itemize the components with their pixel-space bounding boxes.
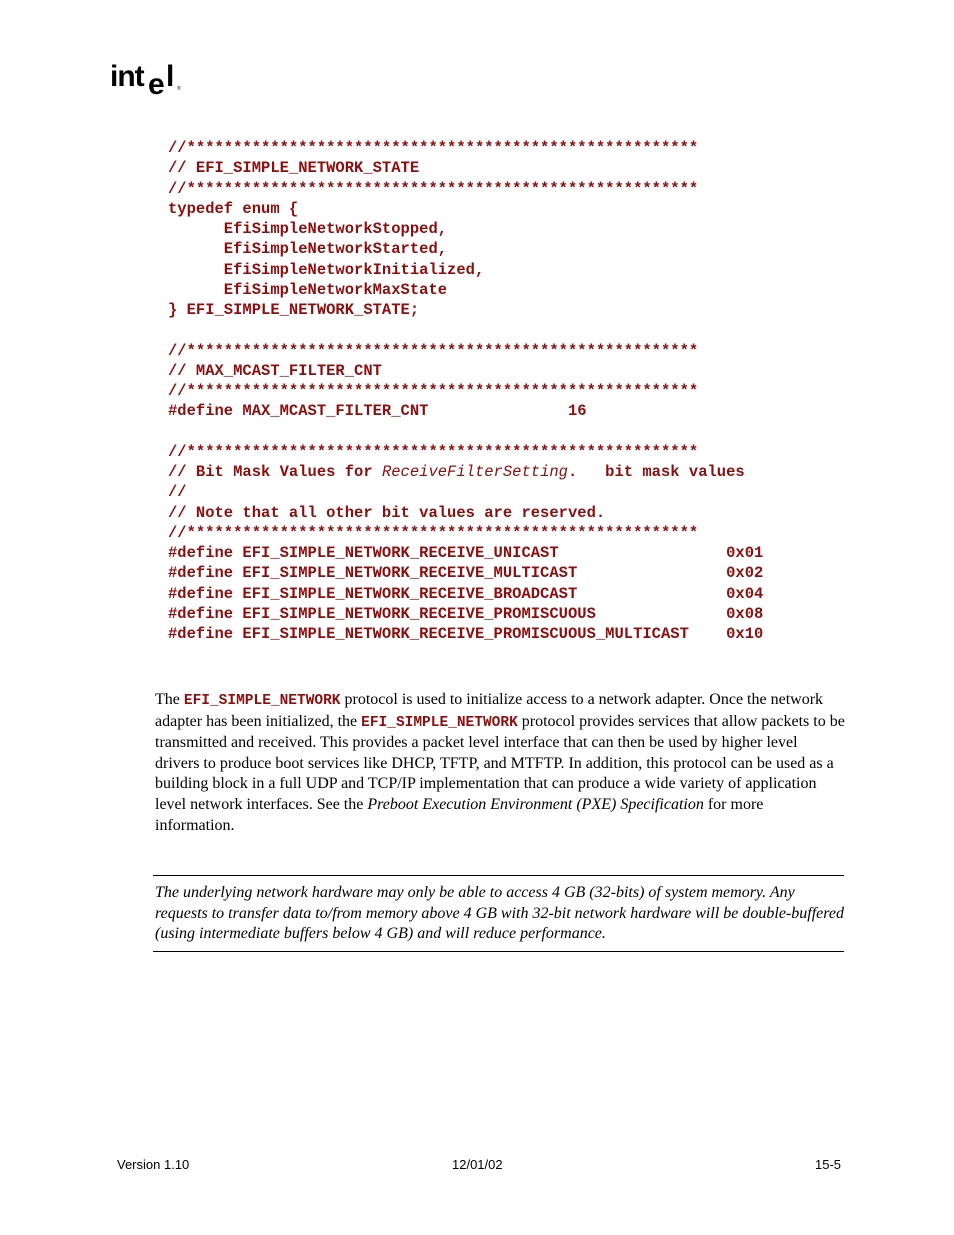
svg-text:int: int xyxy=(110,60,144,93)
code-line: // EFI_SIMPLE_NETWORK_STATE xyxy=(168,159,420,178)
spec-title: Preboot Execution Environment (PXE) Specification xyxy=(367,795,704,813)
code-line: //******************************************************* xyxy=(168,523,699,542)
code-line: //******************************************************* xyxy=(168,382,699,400)
code-line: #define EFI_SIMPLE_NETWORK_RECEIVE_UNICAST 0x01 xyxy=(168,544,764,562)
code-line: #define EFI_SIMPLE_NETWORK_RECEIVE_MULTICAST 0x02 xyxy=(168,564,764,583)
code-line: // MAX_MCAST_FILTER_CNT xyxy=(168,361,382,380)
description-paragraph xyxy=(155,690,845,836)
footer-version: Version 1.10 xyxy=(117,1157,190,1172)
code-line-bitmask xyxy=(168,462,763,482)
code-line: // Note that all other bit values are reserved. xyxy=(168,503,606,522)
footer-page-number: 15-5 xyxy=(815,1157,842,1172)
code-italic-param: ReceiveFilterSetting xyxy=(381,463,568,481)
note-bottom-rule xyxy=(153,951,844,952)
text-run: for more information. xyxy=(155,795,764,834)
code-line: // xyxy=(168,483,187,502)
code-blank-line xyxy=(168,320,763,340)
code-line: //******************************************************* xyxy=(168,179,699,198)
intel-logo xyxy=(110,58,182,102)
footer-date: 12/01/02 xyxy=(452,1157,503,1172)
svg-text:®: ® xyxy=(177,86,181,92)
code-text: . bit mask values xyxy=(567,463,745,481)
code-line: } EFI_SIMPLE_NETWORK_STATE; xyxy=(168,301,420,319)
svg-text:e: e xyxy=(148,68,165,101)
code-line: #define EFI_SIMPLE_NETWORK_RECEIVE_PROMISCUOUS 0x08 xyxy=(168,604,764,623)
code-line: //******************************************************* xyxy=(168,139,699,157)
code-line: #define EFI_SIMPLE_NETWORK_RECEIVE_BROADCAST 0x04 xyxy=(168,584,764,603)
text-run: protocol is used to initialize access to a network adapter. Once the network adapter has been initialized, the xyxy=(155,691,824,730)
note-paragraph: The underlying network hardware may only be able to access 4 GB (32-bits) of system memory. Any requests to transfer data to/from memory above 4 GB with 32-bit network hardware will be double-buffered (using intermediate buffers below 4 GB) and will reduce performance. xyxy=(155,884,844,943)
code-line: #define MAX_MCAST_FILTER_CNT 16 xyxy=(168,402,587,421)
code-line: //******************************************************* xyxy=(168,341,699,360)
code-line: #define EFI_SIMPLE_NETWORK_RECEIVE_PROMISCUOUS_MULTICAST 0x10 xyxy=(168,625,764,643)
code-term: EFI_SIMPLE_NETWORK xyxy=(183,693,341,709)
code-line: EfiSimpleNetworkMaxState xyxy=(168,280,448,299)
intel-logo-mark xyxy=(110,58,182,102)
text-run: The xyxy=(155,691,184,708)
code-line: EfiSimpleNetworkStarted, xyxy=(168,240,448,259)
text-run: protocol provides services that allow packets to be transmitted and received. This provides a packet level interface that can then be used by higher level drivers to produce boot services like DHCP, TFTP, and MTFTP. In addition, this protocol can be used as a building block in a full UDP and TCP/IP implementation that can produce a wide variety of application level network interfaces. See the xyxy=(155,712,845,813)
code-line: //******************************************************* xyxy=(168,442,699,461)
code-line: EfiSimpleNetworkStopped, xyxy=(168,220,448,238)
code-term: EFI_SIMPLE_NETWORK xyxy=(361,714,518,731)
code-blank-line xyxy=(168,422,763,442)
svg-text:l: l xyxy=(166,60,175,93)
code-line: typedef enum { xyxy=(168,199,299,218)
code-listing xyxy=(168,138,763,644)
code-text: // Bit Mask Values for xyxy=(168,463,382,481)
code-line: EfiSimpleNetworkInitialized, xyxy=(168,260,485,279)
note-top-rule xyxy=(153,875,844,876)
